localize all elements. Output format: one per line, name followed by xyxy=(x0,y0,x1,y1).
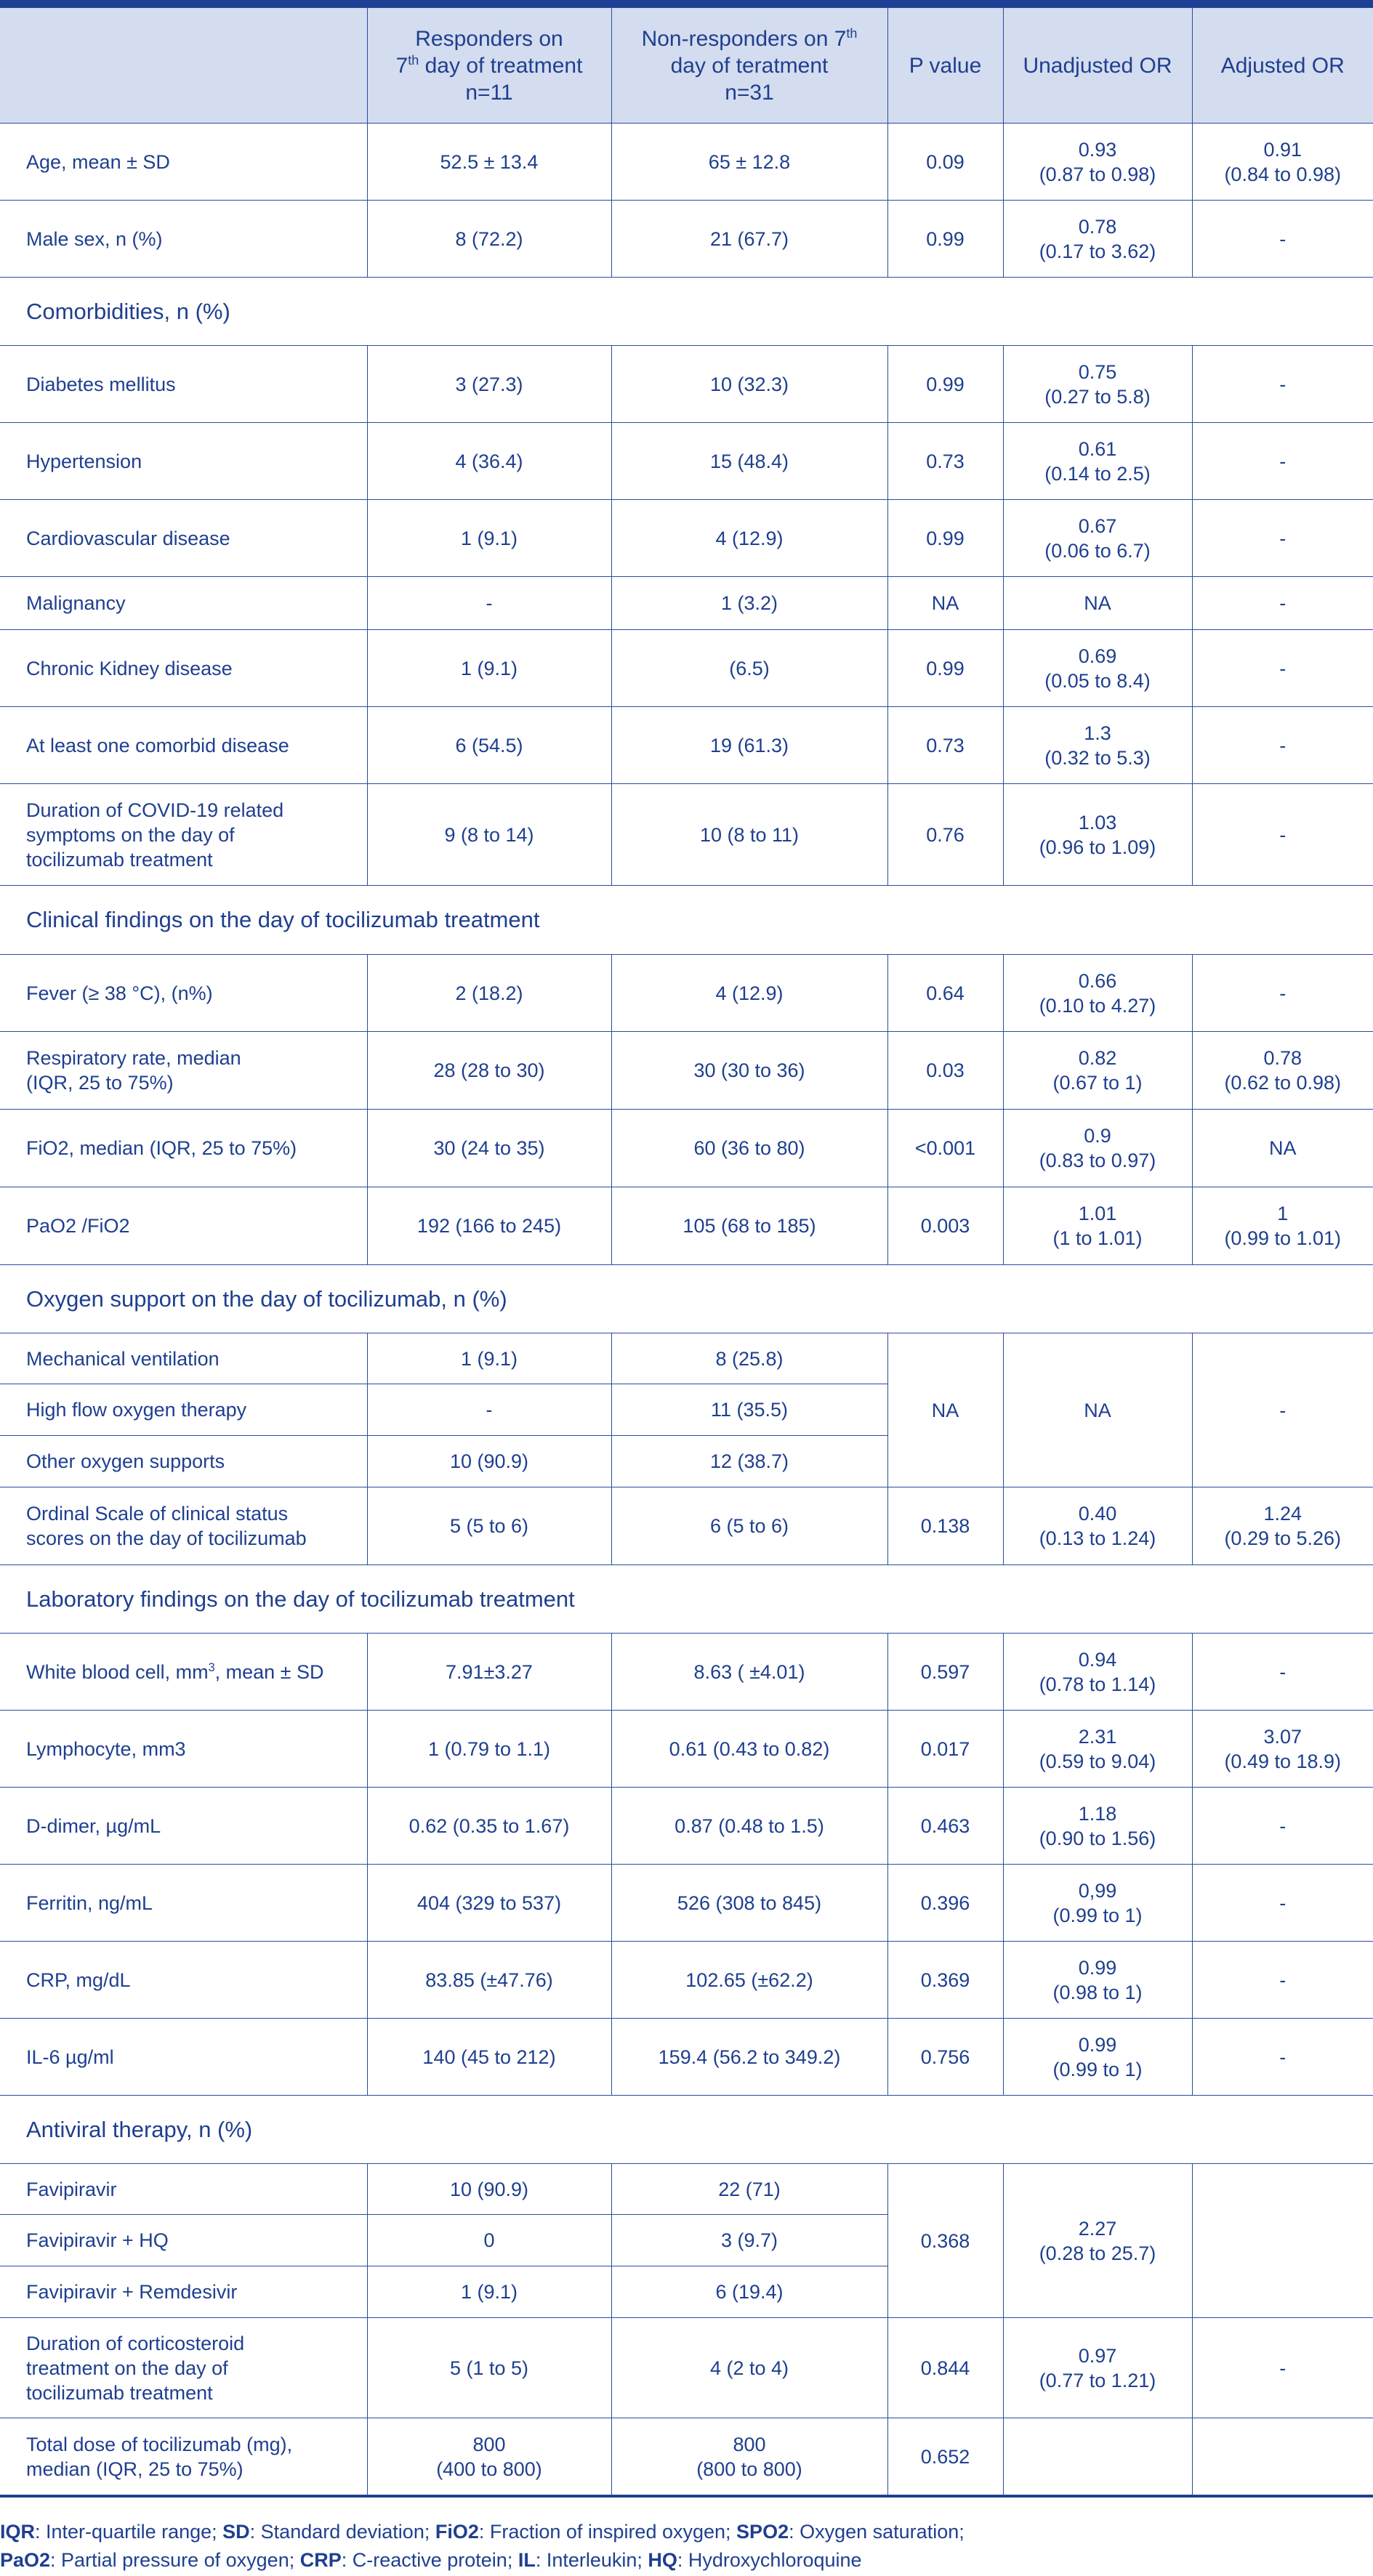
cell-responders: 1 (9.1) xyxy=(367,1333,611,1384)
cell-non-responders: 4 (12.9) xyxy=(611,955,887,1032)
cell-adjusted: - xyxy=(1192,1333,1373,1487)
cell-responders: 10 (90.9) xyxy=(367,1436,611,1487)
cell-adjusted: - xyxy=(1192,784,1373,886)
cell-p: 0.76 xyxy=(887,784,1003,886)
cell-p: 0.003 xyxy=(887,1187,1003,1265)
cell-responders: 10 (90.9) xyxy=(367,2164,611,2215)
cell-p: <0.001 xyxy=(887,1110,1003,1187)
section-title: Antiviral therapy, n (%) xyxy=(0,2096,1373,2164)
cell-non-responders: 3 (9.7) xyxy=(611,2215,887,2266)
row-label: FiO2, median (IQR, 25 to 75%) xyxy=(0,1110,367,1187)
cell-p: 0.99 xyxy=(887,201,1003,278)
cell-p: 0.844 xyxy=(887,2318,1003,2418)
cell-adjusted xyxy=(1192,2418,1373,2495)
cell-unadjusted: 2.27 (0.28 to 25.7) xyxy=(1003,2164,1192,2318)
table-row xyxy=(0,1942,1373,2019)
cell-unadjusted: 1.03 (0.96 to 1.09) xyxy=(1003,784,1192,886)
row-label: Favipiravir + Remdesivir xyxy=(0,2266,367,2318)
footnote: IQR: Inter-quartile range; SD: Standard deviation; FiO2: Fraction of inspired oxygen; SPO2: Oxygen saturation; PaO2: Partial pressure of oxygen; CRP: C-reactive protein; IL: Interleukin; HQ: Hydroxychloroquine xyxy=(0,2521,965,2571)
cell-responders: 0.62 (0.35 to 1.67) xyxy=(367,1788,611,1865)
row-label: PaO2 /FiO2 xyxy=(0,1187,367,1265)
cell-responders: - xyxy=(367,1384,611,1436)
section-row xyxy=(0,1565,1373,1634)
cell-p: 0.73 xyxy=(887,707,1003,784)
cell-responders: 1 (9.1) xyxy=(367,2266,611,2318)
cell-unadjusted: 0.61 (0.14 to 2.5) xyxy=(1003,423,1192,500)
section-row xyxy=(0,2096,1373,2164)
cell-responders: 1 (9.1) xyxy=(367,500,611,577)
cell-non-responders: 0.87 (0.48 to 1.5) xyxy=(611,1788,887,1865)
row-label: Total dose of tocilizumab (mg), median (IQR, 25 to 75%) xyxy=(0,2418,367,2495)
row-label: Duration of COVID-19 related symptoms on the day of tocilizumab treatment xyxy=(0,784,367,886)
table-row xyxy=(0,1333,1373,1384)
cell-unadjusted: 0.78 (0.17 to 3.62) xyxy=(1003,201,1192,278)
cell-unadjusted: 0.97 (0.77 to 1.21) xyxy=(1003,2318,1192,2418)
cell-p: 0.64 xyxy=(887,955,1003,1032)
cell-non-responders: 12 (38.7) xyxy=(611,1436,887,1487)
table-row xyxy=(0,1865,1373,1942)
cell-unadjusted: 0.75 (0.27 to 5.8) xyxy=(1003,346,1192,423)
cell-responders: 83.85 (±47.76) xyxy=(367,1942,611,2019)
row-label: Fever (≥ 38 °C), (n%) xyxy=(0,955,367,1032)
cell-p: NA xyxy=(887,1333,1003,1487)
cell-non-responders: 4 (12.9) xyxy=(611,500,887,577)
cell-responders: 192 (166 to 245) xyxy=(367,1187,611,1265)
cell-unadjusted: 1.3 (0.32 to 5.3) xyxy=(1003,707,1192,784)
cell-responders: 4 (36.4) xyxy=(367,423,611,500)
cell-responders: 1 (0.79 to 1.1) xyxy=(367,1711,611,1788)
cell-adjusted: - xyxy=(1192,630,1373,707)
cell-non-responders: 8 (25.8) xyxy=(611,1333,887,1384)
cell-adjusted: - xyxy=(1192,955,1373,1032)
row-label: Other oxygen supports xyxy=(0,1436,367,1487)
row-label: At least one comorbid disease xyxy=(0,707,367,784)
cell-non-responders: 102.65 (±62.2) xyxy=(611,1942,887,2019)
table-row xyxy=(0,2019,1373,2096)
cell-non-responders: 30 (30 to 36) xyxy=(611,1032,887,1110)
cell-non-responders: 21 (67.7) xyxy=(611,201,887,278)
cell-responders: 3 (27.3) xyxy=(367,346,611,423)
cell-adjusted: - xyxy=(1192,1942,1373,2019)
section-title: Clinical findings on the day of tocilizumab treatment xyxy=(0,886,1373,955)
header-adjusted-or: Adjusted OR xyxy=(1192,8,1373,124)
cell-p: 0.09 xyxy=(887,124,1003,201)
row-label: Favipiravir + HQ xyxy=(0,2215,367,2266)
cell-responders: 5 (5 to 6) xyxy=(367,1487,611,1565)
table-row xyxy=(0,707,1373,784)
top-rule xyxy=(0,0,1373,7)
cell-adjusted: - xyxy=(1192,346,1373,423)
cell-unadjusted: NA xyxy=(1003,577,1192,630)
cell-p: 0.73 xyxy=(887,423,1003,500)
cell-p: 0.99 xyxy=(887,500,1003,577)
table-row xyxy=(0,2318,1373,2418)
row-label: Mechanical ventilation xyxy=(0,1333,367,1384)
table-row xyxy=(0,423,1373,500)
row-label: Diabetes mellitus xyxy=(0,346,367,423)
cell-non-responders: 65 ± 12.8 xyxy=(611,124,887,201)
table-row xyxy=(0,1110,1373,1187)
cell-unadjusted: 0.99 (0.99 to 1) xyxy=(1003,2019,1192,2096)
cell-p: 0.396 xyxy=(887,1865,1003,1942)
table-row xyxy=(0,2164,1373,2215)
cell-responders: 52.5 ± 13.4 xyxy=(367,124,611,201)
cell-non-responders: 105 (68 to 185) xyxy=(611,1187,887,1265)
cell-responders: 28 (28 to 30) xyxy=(367,1032,611,1110)
cell-non-responders: 10 (32.3) xyxy=(611,346,887,423)
row-label: Favipiravir xyxy=(0,2164,367,2215)
cell-non-responders: 11 (35.5) xyxy=(611,1384,887,1436)
header-p-value: P value xyxy=(887,8,1003,124)
cell-non-responders: 60 (36 to 80) xyxy=(611,1110,887,1187)
cell-non-responders: 526 (308 to 845) xyxy=(611,1865,887,1942)
cell-adjusted: - xyxy=(1192,707,1373,784)
cell-adjusted: - xyxy=(1192,201,1373,278)
cell-responders: 2 (18.2) xyxy=(367,955,611,1032)
table-row xyxy=(0,784,1373,886)
header-row xyxy=(0,8,1373,124)
table-row xyxy=(0,2418,1373,2495)
cell-adjusted: - xyxy=(1192,2019,1373,2096)
table-row xyxy=(0,955,1373,1032)
section-title: Laboratory findings on the day of tocilizumab treatment xyxy=(0,1565,1373,1634)
cell-adjusted: 3.07 (0.49 to 18.9) xyxy=(1192,1711,1373,1788)
cell-adjusted: 1.24 (0.29 to 5.26) xyxy=(1192,1487,1373,1565)
results-table xyxy=(0,7,1373,2495)
header-unadjusted-or: Unadjusted OR xyxy=(1003,8,1192,124)
cell-responders: 6 (54.5) xyxy=(367,707,611,784)
cell-p: 0.463 xyxy=(887,1788,1003,1865)
cell-adjusted xyxy=(1192,2164,1373,2318)
cell-responders: 0 xyxy=(367,2215,611,2266)
cell-non-responders: 800 (800 to 800) xyxy=(611,2418,887,2495)
cell-p: 0.652 xyxy=(887,2418,1003,2495)
section-row xyxy=(0,886,1373,955)
table-row xyxy=(0,346,1373,423)
section-title: Oxygen support on the day of tocilizumab, n (%) xyxy=(0,1265,1373,1333)
table-wrapper xyxy=(0,7,1373,2498)
cell-unadjusted: 0.94 (0.78 to 1.14) xyxy=(1003,1634,1192,1711)
row-label: Ferritin, ng/mL xyxy=(0,1865,367,1942)
row-label: Lymphocyte, mm3 xyxy=(0,1711,367,1788)
header-responders: Responders on 7th day of treatment n=11 xyxy=(367,8,611,124)
row-label: D-dimer, µg/mL xyxy=(0,1788,367,1865)
cell-unadjusted: 0.69 (0.05 to 8.4) xyxy=(1003,630,1192,707)
cell-p: 0.368 xyxy=(887,2164,1003,2318)
table-row xyxy=(0,124,1373,201)
cell-adjusted: 1 (0.99 to 1.01) xyxy=(1192,1187,1373,1265)
cell-p: 0.138 xyxy=(887,1487,1003,1565)
section-title: Comorbidities, n (%) xyxy=(0,278,1373,346)
row-label: Age, mean ± SD xyxy=(0,124,367,201)
row-label: Duration of corticosteroid treatment on the day of tocilizumab treatment xyxy=(0,2318,367,2418)
cell-unadjusted: 0.99 (0.98 to 1) xyxy=(1003,1942,1192,2019)
row-label: White blood cell, $mm^3$, mean ± SD xyxy=(0,1634,367,1711)
header-non-responders: Non-responders on 7th day of teratment n=31 xyxy=(611,8,887,124)
row-label: Cardiovascular disease xyxy=(0,500,367,577)
cell-adjusted: 0.91 (0.84 to 0.98) xyxy=(1192,124,1373,201)
cell-unadjusted: 0.93 (0.87 to 0.98) xyxy=(1003,124,1192,201)
table-row xyxy=(0,577,1373,630)
cell-adjusted: - xyxy=(1192,1788,1373,1865)
cell-adjusted: - xyxy=(1192,1865,1373,1942)
cell-non-responders: 0.61 (0.43 to 0.82) xyxy=(611,1711,887,1788)
cell-unadjusted: 1.18 (0.90 to 1.56) xyxy=(1003,1788,1192,1865)
cell-responders: - xyxy=(367,577,611,630)
cell-p: 0.597 xyxy=(887,1634,1003,1711)
cell-p: 0.017 xyxy=(887,1711,1003,1788)
cell-unadjusted: 1.01 (1 to 1.01) xyxy=(1003,1187,1192,1265)
cell-non-responders: 10 (8 to 11) xyxy=(611,784,887,886)
section-row xyxy=(0,278,1373,346)
table-row xyxy=(0,201,1373,278)
table-row xyxy=(0,1711,1373,1788)
cell-non-responders: 15 (48.4) xyxy=(611,423,887,500)
cell-unadjusted: 0.66 (0.10 to 4.27) xyxy=(1003,955,1192,1032)
row-label: Malignancy xyxy=(0,577,367,630)
cell-responders: 30 (24 to 35) xyxy=(367,1110,611,1187)
cell-responders: 5 (1 to 5) xyxy=(367,2318,611,2418)
cell-unadjusted: 0.67 (0.06 to 6.7) xyxy=(1003,500,1192,577)
row-label: Hypertension xyxy=(0,423,367,500)
row-label: IL-6 µg/ml xyxy=(0,2019,367,2096)
cell-adjusted: 0.78 (0.62 to 0.98) xyxy=(1192,1032,1373,1110)
cell-unadjusted xyxy=(1003,2418,1192,2495)
row-label: Ordinal Scale of clinical status scores on the day of tocilizumab xyxy=(0,1487,367,1565)
table-row xyxy=(0,500,1373,577)
cell-unadjusted: 0.82 (0.67 to 1) xyxy=(1003,1032,1192,1110)
cell-non-responders: 8.63 ( ±4.01) xyxy=(611,1634,887,1711)
cell-adjusted: - xyxy=(1192,577,1373,630)
cell-p: 0.99 xyxy=(887,346,1003,423)
table-row xyxy=(0,1487,1373,1565)
table-row xyxy=(0,1634,1373,1711)
cell-non-responders: 1 (3.2) xyxy=(611,577,887,630)
cell-p: NA xyxy=(887,577,1003,630)
row-label: Chronic Kidney disease xyxy=(0,630,367,707)
cell-unadjusted: 0.9 (0.83 to 0.97) xyxy=(1003,1110,1192,1187)
header-empty xyxy=(0,8,367,124)
cell-unadjusted: 0,99 (0.99 to 1) xyxy=(1003,1865,1192,1942)
cell-responders: 9 (8 to 14) xyxy=(367,784,611,886)
cell-adjusted: - xyxy=(1192,500,1373,577)
row-label: Respiratory rate, median (IQR, 25 to 75%) xyxy=(0,1032,367,1110)
cell-non-responders: (6.5) xyxy=(611,630,887,707)
cell-adjusted: - xyxy=(1192,1634,1373,1711)
cell-non-responders: 19 (61.3) xyxy=(611,707,887,784)
cell-unadjusted: 0.40 (0.13 to 1.24) xyxy=(1003,1487,1192,1565)
table-row xyxy=(0,630,1373,707)
cell-p: 0.99 xyxy=(887,630,1003,707)
cell-unadjusted: 2.31 (0.59 to 9.04) xyxy=(1003,1711,1192,1788)
cell-p: 0.756 xyxy=(887,2019,1003,2096)
cell-non-responders: 6 (19.4) xyxy=(611,2266,887,2318)
cell-adjusted: - xyxy=(1192,423,1373,500)
row-label: CRP, mg/dL xyxy=(0,1942,367,2019)
cell-unadjusted: NA xyxy=(1003,1333,1192,1487)
table-row xyxy=(0,1788,1373,1865)
cell-adjusted: NA xyxy=(1192,1110,1373,1187)
cell-responders: 404 (329 to 537) xyxy=(367,1865,611,1942)
cell-non-responders: 4 (2 to 4) xyxy=(611,2318,887,2418)
table-row xyxy=(0,1032,1373,1110)
cell-adjusted: - xyxy=(1192,2318,1373,2418)
cell-responders: 800 (400 to 800) xyxy=(367,2418,611,2495)
row-label: Male sex, n (%) xyxy=(0,201,367,278)
cell-non-responders: 159.4 (56.2 to 349.2) xyxy=(611,2019,887,2096)
cell-responders: 1 (9.1) xyxy=(367,630,611,707)
row-label: High flow oxygen therapy xyxy=(0,1384,367,1436)
section-row xyxy=(0,1265,1373,1333)
cell-non-responders: 6 (5 to 6) xyxy=(611,1487,887,1565)
cell-responders: 140 (45 to 212) xyxy=(367,2019,611,2096)
cell-non-responders: 22 (71) xyxy=(611,2164,887,2215)
cell-responders: 8 (72.2) xyxy=(367,201,611,278)
table-row xyxy=(0,1187,1373,1265)
cell-responders: 7.91±3.27 xyxy=(367,1634,611,1711)
cell-p: 0.369 xyxy=(887,1942,1003,2019)
cell-p: 0.03 xyxy=(887,1032,1003,1110)
